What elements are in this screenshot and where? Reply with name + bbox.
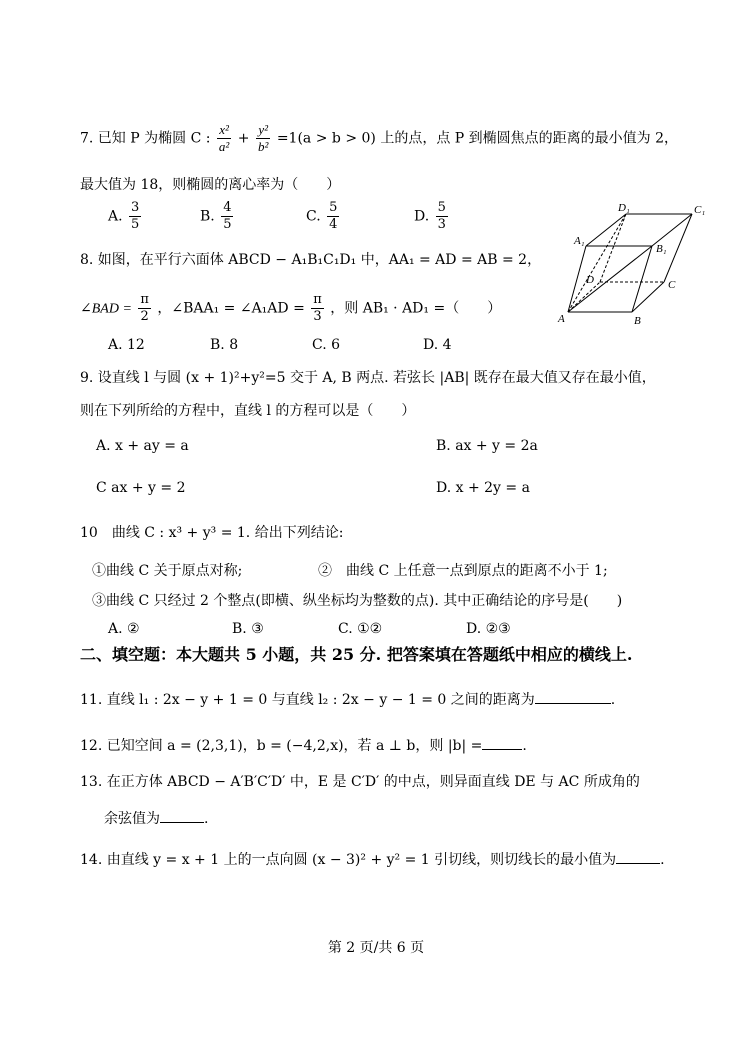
q7-prefix: 7. 已知 P 为椭圆 C : (80, 130, 215, 147)
label-a: A (558, 313, 565, 325)
q7-frac-y: $\frac{\text{y²}}{\text{b²}}$ (257, 122, 269, 154)
q10-statement-1: ①曲线 C 关于原点对称; (92, 563, 243, 579)
label-a1: A₁ (574, 235, 585, 247)
q7-option-c: C. $\frac{5}{4}$ (306, 200, 338, 232)
q7-option-b: B. $\frac{4}{5}$ (200, 200, 232, 232)
q7-plus: + (237, 130, 250, 147)
answer-blank (482, 735, 522, 750)
page-footer: 第 2 页/共 6 页 (327, 940, 425, 956)
q7-option-a: A. $\frac{3}{5}$ (108, 200, 140, 232)
q7-line2: 最大值为 18，则椭圆的离心率为（ ） (80, 177, 341, 193)
answer-blank (535, 689, 611, 704)
label-c: C (668, 279, 676, 291)
label-b: B (634, 315, 641, 327)
q10-option-d: D. ②③ (466, 621, 511, 637)
label-c1: C₁ (694, 204, 706, 216)
q14: 14. 由直线 y = x + 1 上的一点向圆 (x − 3)² + y² = 1 引切线，则切线长的最小值为 . (80, 849, 665, 869)
answer-blank (616, 849, 660, 864)
label-b1: B₁ (656, 243, 667, 255)
parallelepiped-figure (556, 200, 716, 330)
section-heading: 二、填空题：本大题共 5 小题，共 25 分. 把答案填在答题纸中相应的横线上. (80, 645, 633, 664)
q10-option-b: B. ③ (232, 621, 264, 637)
label-d: D (586, 274, 594, 286)
q10-option-a: A. ② (108, 621, 140, 637)
label-d1: D₁ (618, 202, 630, 214)
q13-line1: 13. 在正方体 ABCD − A′B′C′D′ 中，E 是 C′D′ 的中点，则异面直线 DE 与 AC 所成角的 (80, 774, 640, 790)
q9-option-a: A. x + ay = a (96, 438, 189, 454)
q7-suffix: =1(a > b > 0) 上的点，点 P 到椭圆焦点的距离的最小值为 2， (276, 130, 678, 147)
q8-option-a: A. 12 (108, 337, 145, 353)
q13-line2: 余弦值为 . (104, 808, 208, 828)
q9-option-c: C ax + y = 2 (96, 480, 186, 496)
q8-line1: 8. 如图，在平行六面体 ABCD − A₁B₁C₁D₁ 中，AA₁ = AD = AB = 2， (80, 252, 542, 268)
q10-statement-2: ② 曲线 C 上任意一点到原点的距离不小于 1; (318, 563, 608, 579)
q10-option-c: C. ①② (338, 621, 383, 637)
q7-line1 (80, 122, 678, 155)
q9-line2: 则在下列所给的方程中，直线 l 的方程可以是（ ） (80, 403, 416, 419)
q8-option-c: C. 6 (312, 337, 341, 353)
q8-option-b: B. 8 (210, 337, 239, 353)
q11: 11. 直线 l₁ : 2x − y + 1 = 0 与直线 l₂ : 2x − y − 1 = 0 之间的距离为 . (80, 689, 615, 709)
q8-option-d: D. 4 (423, 337, 452, 353)
q12: 12. 已知空间 a = (2,3,1)，b = (−4,2,x)，若 a ⊥ b，则 |b| = . (80, 735, 527, 755)
q7-option-d: D. $\frac{5}{3}$ (414, 200, 446, 232)
answer-blank (160, 808, 204, 823)
q7-frac-x: $\frac{\text{x²}}{\text{a²}}$ (218, 122, 230, 154)
q9-line1: 9. 设直线 l 与圆 (x + 1)²+y²=5 交于 A, B 两点. 若弦长 |AB| 既存在最大值又存在最小值， (80, 370, 656, 386)
q9-option-d: D. x + 2y = a (436, 480, 530, 496)
q10-statement-3: ③曲线 C 只经过 2 个整点(即横、纵坐标均为整数的点). 其中正确结论的序号是( ) (92, 593, 623, 609)
q10-line1: 10 曲线 C : x³ + y³ = 1. 给出下列结论: (80, 525, 344, 541)
q9-option-b: B. ax + y = 2a (436, 438, 538, 454)
q8-line2: ∠BAD = $\frac{\pi}{2}$ ，∠BAA₁ = ∠A₁AD = $\frac{\pi}{3}$ ，则 AB₁ · AD₁ =（ ） (80, 292, 502, 324)
